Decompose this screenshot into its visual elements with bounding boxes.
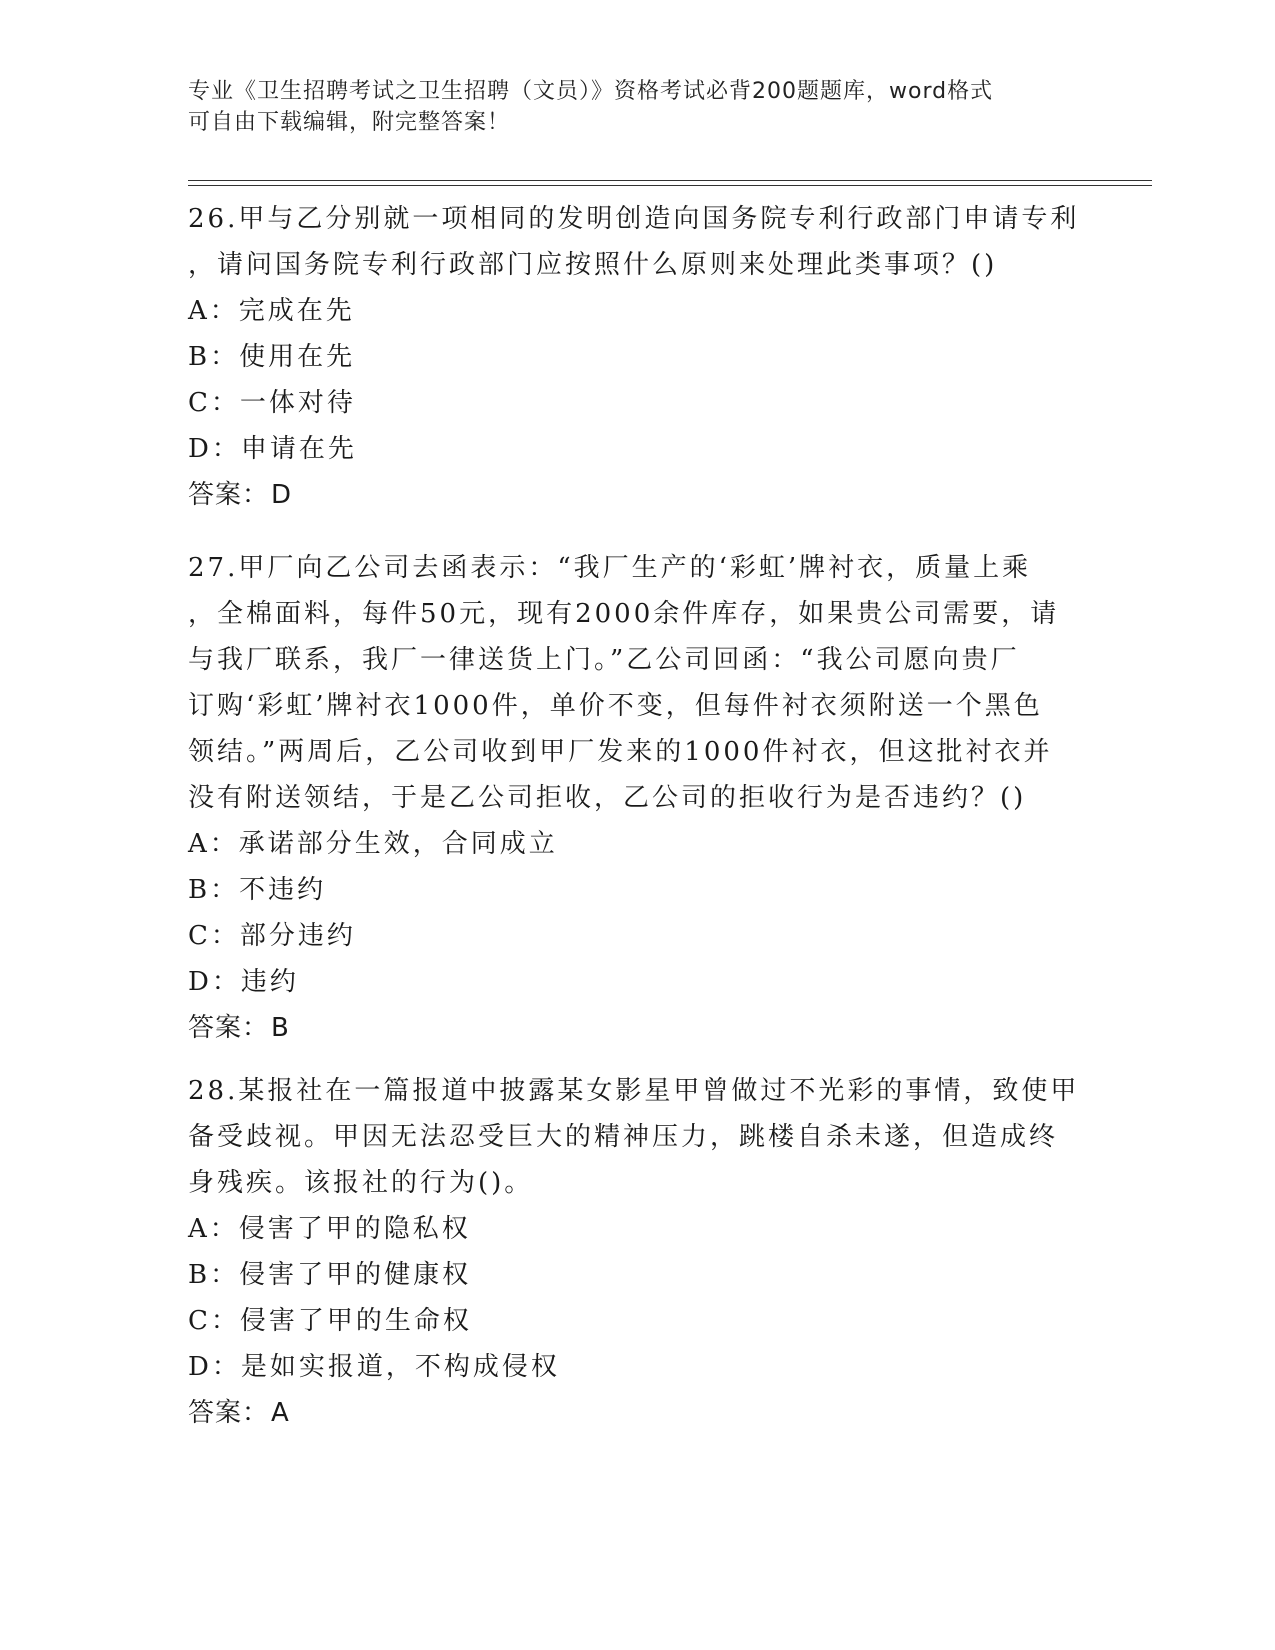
question-27 [188,545,1088,1051]
header-divider-bottom [188,185,1152,186]
question-text-line: 订购‘彩虹’牌衬衣1000件，单价不变，但每件衬衣须附送一个黑色 [188,691,1043,721]
answer-value: A [271,1398,290,1428]
option-d: D：违约 [188,967,299,997]
question-text-line: ，请问国务院专利行政部门应按照什么原则来处理此类事项？() [188,250,998,280]
option-c: C：一体对待 [188,388,356,418]
question-text-line: 28.某报社在一篇报道中披露某女影星甲曾做过不光彩的事情，致使甲 [188,1076,1080,1106]
document-header [188,76,1088,138]
answer-value: D [271,480,293,510]
question-text-line: 领结。”两周后，乙公司收到甲厂发来的1000件衬衣，但这批衬衣并 [188,737,1053,767]
option-b: B：使用在先 [188,342,356,372]
question-text-line: 身残疾。该报社的行为()。 [188,1168,534,1198]
header-divider-top [188,180,1152,181]
header-line-1: 专业《卫生招聘考试之卫生招聘（文员）》资格考试必背200题题库，word格式 [188,79,994,104]
option-a: A：完成在先 [188,296,355,326]
answer-line [188,472,1088,518]
option-a: A：承诺部分生效，合同成立 [188,829,558,859]
option-b: B：侵害了甲的健康权 [188,1260,472,1290]
question-26 [188,196,1088,518]
question-text-line: 没有附送领结，于是乙公司拒收，乙公司的拒收行为是否违约？() [188,783,1027,813]
option-d: D：是如实报道，不构成侵权 [188,1352,560,1382]
answer-label: 答案： [188,480,270,510]
question-text-line: ，全棉面料，每件50元，现有2000余件库存，如果贵公司需要，请 [188,599,1060,629]
header-line-2: 可自由下载编辑，附完整答案！ [188,110,511,135]
answer-label: 答案： [188,1398,270,1428]
answer-line [188,1390,1088,1436]
option-c: C：部分违约 [188,921,356,951]
answer-label: 答案： [188,1013,270,1043]
answer-line [188,1005,1088,1051]
option-c: C：侵害了甲的生命权 [188,1306,472,1336]
question-text-line: 备受歧视。甲因无法忍受巨大的精神压力，跳楼自杀未遂，但造成终 [188,1122,1059,1152]
option-d: D：申请在先 [188,434,357,464]
question-text-line: 与我厂联系，我厂一律送货上门。”乙公司回函：“我公司愿向贵厂 [188,645,1020,675]
option-a: A：侵害了甲的隐私权 [188,1214,471,1244]
answer-value: B [271,1013,290,1043]
question-28 [188,1068,1088,1436]
question-text-line: 26.甲与乙分别就一项相同的发明创造向国务院专利行政部门申请专利 [188,204,1080,234]
option-b: B：不违约 [188,875,327,905]
question-text-line: 27.甲厂向乙公司去函表示：“我厂生产的‘彩虹’牌衬衣，质量上乘 [188,553,1032,583]
